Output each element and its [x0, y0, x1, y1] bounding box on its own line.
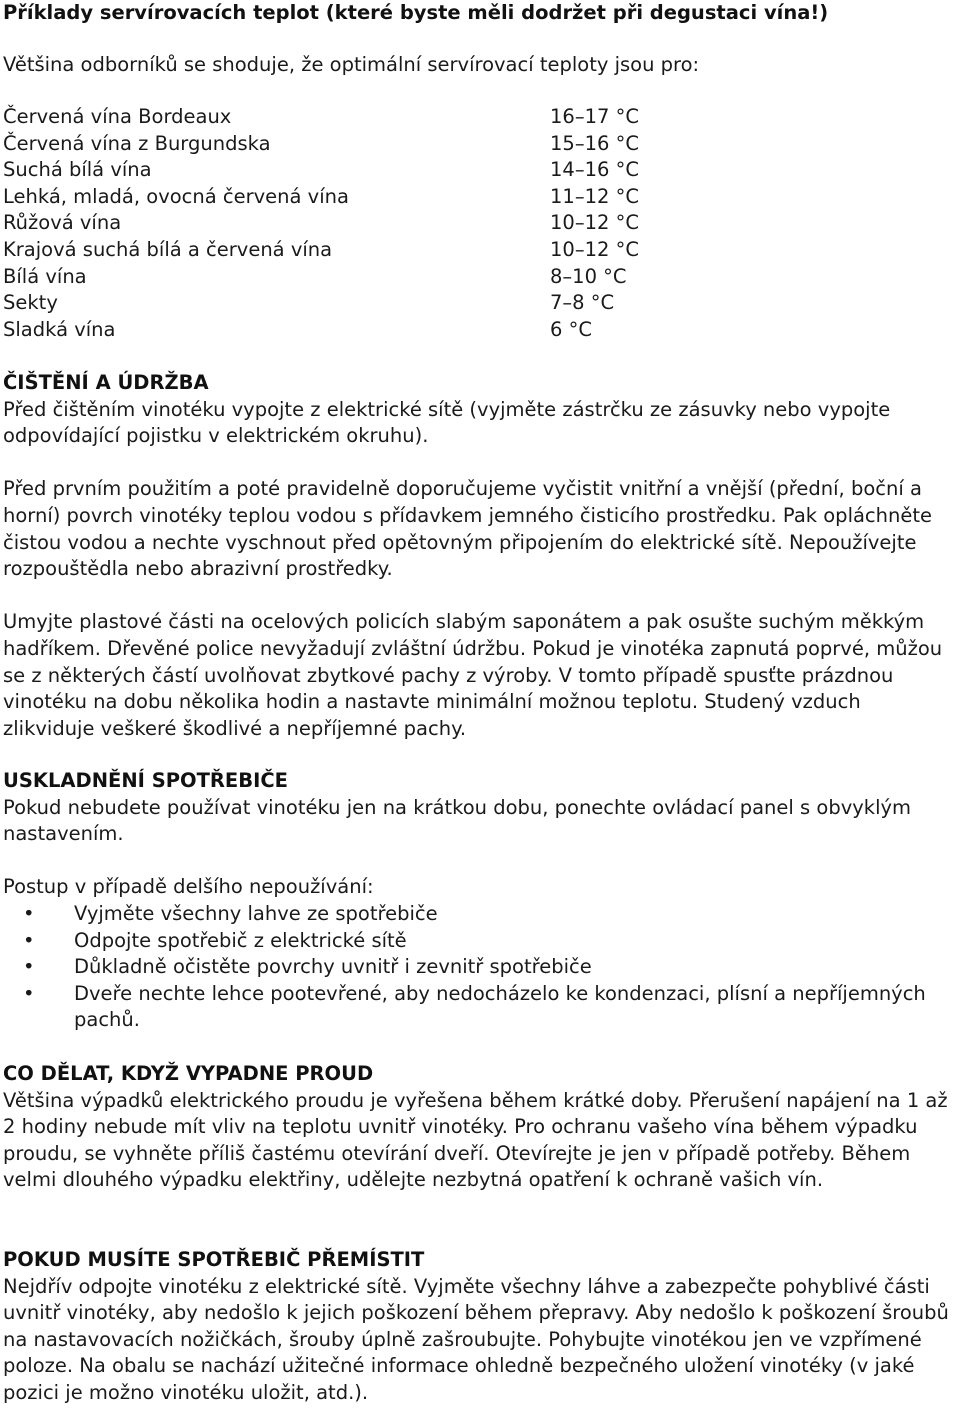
wine-temperature: 10–12 °C — [550, 211, 639, 235]
power-outage-heading: CO DĚLAT, KDYŽ VYPADNE PROUD — [3, 1062, 374, 1085]
temperature-row — [3, 104, 703, 131]
wine-name: Bílá vína — [3, 264, 87, 288]
cleaning-paragraph-3: Umyjte plastové části na ocelových policích slabým saponátem a pak osušte suchým měkkým hadříkem. Dřevěné police nevyžadují zvláštní údržbu. Pokud je vinotéka zapnutá poprvé, můžou se z některých částí uvolňovat zbytkové pachy z výroby. V tomto případě spusťte prázdnou vinotéku na dobu několika hodin a nastavte minimální možnou teplotu. Studený vzduch zlikviduje veškeré škodlivé a nepříjemné pachy. — [3, 610, 943, 740]
wine-temperature: 10–12 °C — [550, 237, 639, 261]
temperature-row — [3, 317, 703, 344]
wine-temperature: 14–16 °C — [550, 158, 639, 182]
storage-paragraph-1: Pokud nebudete používat vinotéku jen na krátkou dobu, ponechte ovládací panel s obvyklým nastavením. — [3, 795, 912, 846]
wine-temperature: 15–16 °C — [550, 131, 639, 155]
wine-name: Suchá bílá vína — [3, 158, 152, 182]
bullet-icon: • — [23, 928, 35, 952]
storage-bullet-list — [3, 901, 953, 1034]
wine-name: Sekty — [3, 291, 58, 315]
list-item — [3, 928, 953, 955]
wine-temperature: 6 °C — [550, 317, 592, 341]
storage-paragraph-2: Postup v případě delšího nepoužívání: — [3, 875, 374, 899]
wine-temperature: 8–10 °C — [550, 264, 627, 288]
cleaning-paragraph-2: Před prvním použitím a poté pravidelně doporučujeme vyčistit vnitřní a vnější (přední, boční a horní) povrch vinotéky teplou vodou s přídavkem jemného čisticího prostředku. Pak opláchněte čistou vodou a nechte vyschnout před opětovným připojením do elektrické sítě. Nepoužívejte rozpouštědla nebo abrazivní prostředky. — [3, 477, 933, 581]
list-item — [3, 981, 953, 1034]
moving-heading: POKUD MUSÍTE SPOTŘEBIČ PŘEMÍSTIT — [3, 1248, 425, 1271]
temperature-row — [3, 290, 703, 317]
list-item — [3, 954, 953, 981]
cleaning-heading: ČIŠTĚNÍ A ÚDRŽBA — [3, 371, 209, 394]
list-item-text: Dveře nechte lehce pootevřené, aby nedocházelo ke kondenzaci, plísní a nepříjemných pachů. — [74, 981, 926, 1032]
list-item — [3, 901, 953, 928]
storage-heading: USKLADNĚNÍ SPOTŘEBIČE — [3, 769, 288, 792]
wine-temperature: 11–12 °C — [550, 184, 639, 208]
moving-section — [3, 1247, 953, 1407]
list-item-text: Odpojte spotřebič z elektrické sítě — [74, 928, 407, 952]
cleaning-paragraph-1: Před čištěním vinotéku vypojte z elektrické sítě (vyjměte zástrčku ze zásuvky nebo vypojte odpovídající pojistku v elektrickém okruhu). — [3, 397, 891, 448]
wine-temperature: 7–8 °C — [550, 291, 615, 315]
temperature-row — [3, 210, 703, 237]
intro-text: Většina odborníků se shoduje, že optimální servírovací teploty jsou pro: — [3, 53, 700, 76]
wine-name: Růžová vína — [3, 211, 122, 235]
storage-section — [3, 768, 953, 1034]
temperature-row — [3, 237, 703, 264]
bullet-icon: • — [23, 955, 35, 979]
list-item-text: Důkladně očistěte povrchy uvnitř i zevnitř spotřebiče — [74, 955, 592, 979]
list-item-text: Vyjměte všechny lahve ze spotřebiče — [74, 901, 438, 925]
temperature-list — [3, 104, 703, 343]
moving-paragraph: Nejdřív odpojte vinotéku z elektrické sítě. Vyjměte všechny láhve a zabezpečte pohyblivé části uvnitř vinotéky, aby nedošlo k jejich poškození během přepravy. Aby nedošlo k poškození šroubů na nastavovacích nožičkách, šrouby úplně zašroubujte. Pohybujte vinotékou jen ve vzpřímené poloze. Na obalu se nachází užitečné informace ohledně bezpečného uložení vinotéky (v jaké pozici je možno vinotéku uložit, atd.). — [3, 1274, 949, 1404]
wine-name: Červená vína z Burgundska — [3, 131, 271, 155]
temperature-row — [3, 131, 703, 158]
wine-name: Krajová suchá bílá a červená vína — [3, 237, 333, 261]
page-title: Příklady servírovacích teplot (které byste měli dodržet při degustaci vína!) — [3, 1, 829, 24]
wine-name: Červená vína Bordeaux — [3, 105, 232, 128]
bullet-icon: • — [23, 901, 35, 925]
wine-temperature: 16–17 °C — [550, 105, 639, 128]
temperature-row — [3, 264, 703, 291]
power-outage-section — [3, 1061, 953, 1194]
wine-name: Sladká vína — [3, 317, 116, 341]
wine-name: Lehká, mladá, ovocná červená vína — [3, 184, 349, 208]
power-outage-paragraph: Většina výpadků elektrického proudu je vyřešena během krátké doby. Přerušení napájení na 1 až 2 hodiny nebude mít vliv na teplotu uvnitř vinotéky. Pro ochranu vašeho vína během výpadku proudu, se vyhněte příliš častému otevírání dveří. Otevírejte je jen v případě potřeby. Během velmi dlouhého výpadku elektřiny, udělejte nezbytná opatření k ochraně vašich vín. — [3, 1088, 948, 1192]
temperature-row — [3, 184, 703, 211]
temperature-row — [3, 157, 703, 184]
bullet-icon: • — [23, 981, 35, 1005]
cleaning-section — [3, 370, 953, 742]
